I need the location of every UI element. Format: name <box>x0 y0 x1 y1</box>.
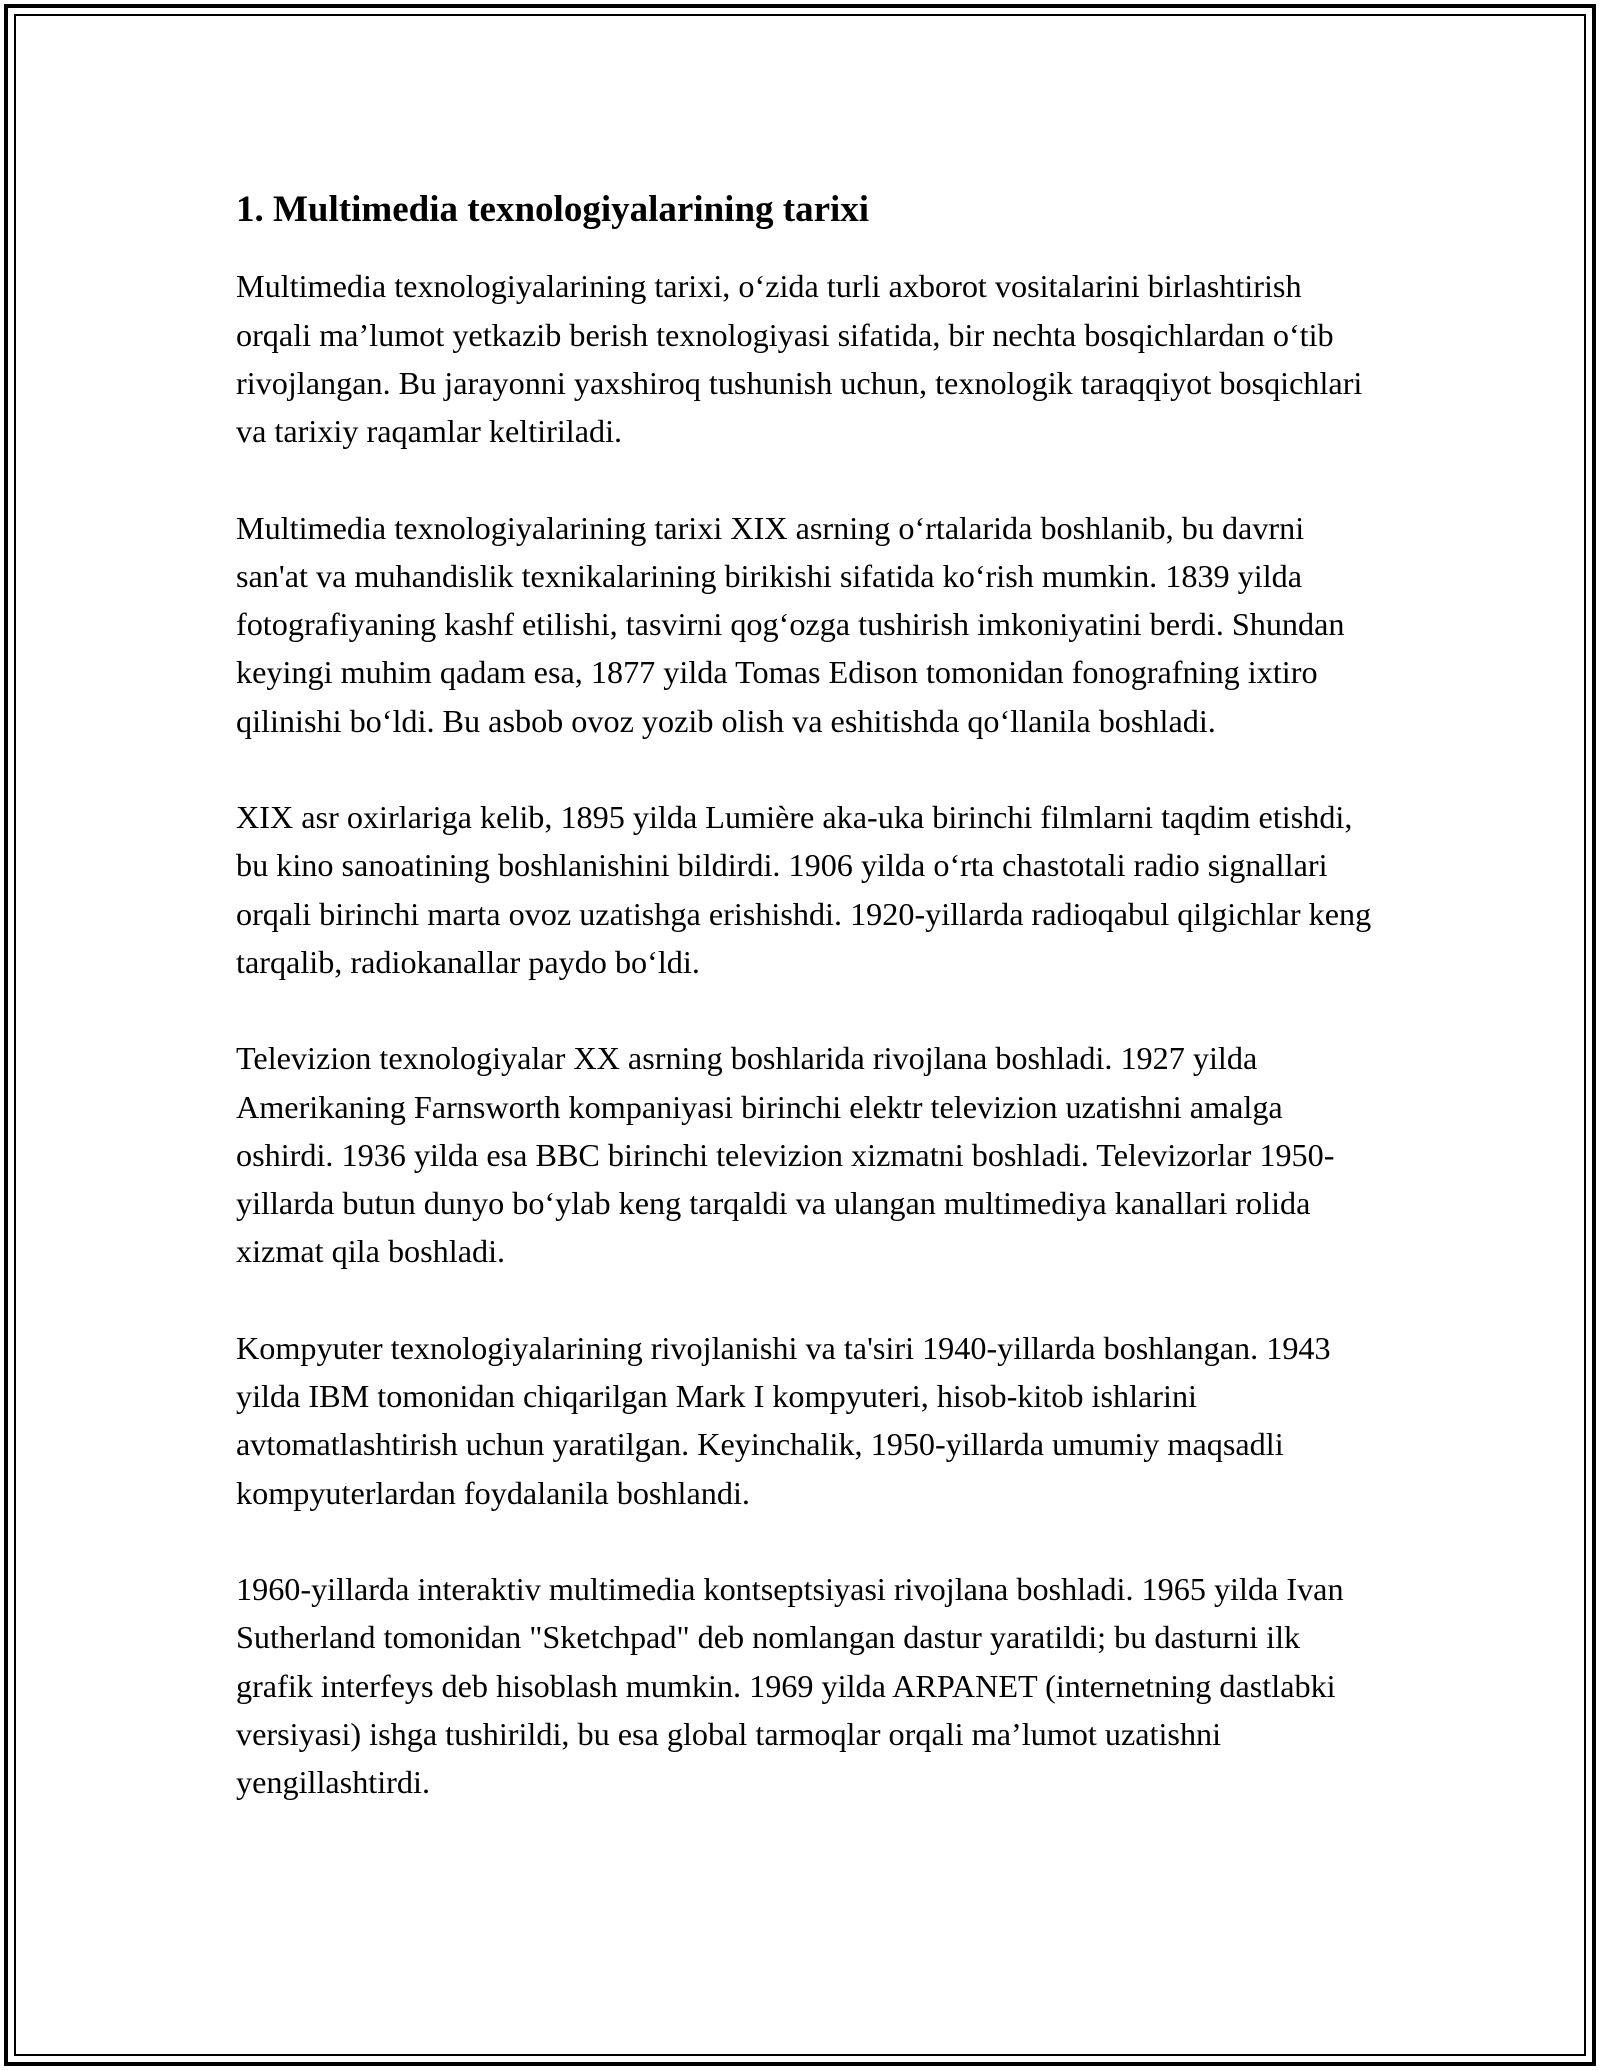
paragraph-television: Televizion texnologiyalar XX asrning boshlarida rivojlana boshladi. 1927 yilda Amerikaning Farnsworth kompaniyasi birinchi elektr televizion uzatishni amalga oshirdi. 1936 yilda esa BBC birinchi televizion xizmatni boshladi. Televizorlar 1950-yillarda butun dunyo bo‘ylab keng tarqaldi va ulangan multimediya kanallari rolida xizmat qila boshladi. <box>236 1040 1335 1270</box>
paragraph-interactive-multimedia: 1960-yillarda interaktiv multimedia kontseptsiyasi rivojlana boshladi. 1965 yilda Ivan Sutherland tomonidan "Sketchpad" deb nomlangan dastur yaratildi; bu dasturni ilk grafik interfeys deb hisoblash mumkin. 1969 yilda ARPANET (internetning dastlabki versiyasi) ishga tushirildi, bu esa global tarmoqlar orqali ma’lumot uzatishni yengillashtirdi. <box>236 1570 1344 1801</box>
paragraph-19th-century: Multimedia texnologiyalarining tarixi XIX asrning o‘rtalarida boshlanib, bu davrni san'at va muhandislik texnikalarining birikishi sifatida ko‘rish mumkin. 1839 yilda fotografiyaning kashf etilishi, tasvirni qog‘ozga tushirish imkoniyatini berdi. Shundan keyingi muhim qadam esa, 1877 yilda Tomas Edison tomonidan fonografning ixtiro qilinishi bo‘ldi. Bu asbob ovoz yozib olish va eshitishda qo‘llanila boshladi. <box>236 509 1345 739</box>
paragraph-cinema-radio: XIX asr oxirlariga kelib, 1895 yilda Lumière aka-uka birinchi filmlarni taqdim etishdi, bu kino sanoatining boshlanishini bildirdi. 1906 yilda o‘rta chastotali radio signallari orqali birinchi marta ovoz uzatishga erishishdi. 1920-yillarda radioqabul qilgichlar keng tarqalib, radiokanallar paydo bo‘ldi. <box>236 799 1372 980</box>
paragraph-intro: Multimedia texnologiyalarining tarixi, o‘zida turli axborot vositalarini birlashtirish orqali ma’lumot yetkazib berish texnologiyasi sifatida, bir nechta bosqichlardan o‘tib rivojlangan. Bu jarayonni yaxshiroq tushunish uchun, texnologik taraqqiyot bosqichlari va tarixiy raqamlar keltiriladi. <box>236 268 1363 450</box>
document-body <box>236 188 1376 1854</box>
section-heading: 1. Multimedia texnologiyalarining tarixi <box>236 189 870 230</box>
paragraph-computers: Kompyuter texnologiyalarining rivojlanishi va ta'siri 1940-yillarda boshlangan. 1943 yilda IBM tomonidan chiqarilgan Mark I kompyuteri, hisob-kitob ishlarini avtomatlashtirish uchun yaratilgan. Keyinchalik, 1950-yillarda umumiy maqsadli kompyuterlardan foydalanila boshlandi. <box>236 1329 1331 1511</box>
